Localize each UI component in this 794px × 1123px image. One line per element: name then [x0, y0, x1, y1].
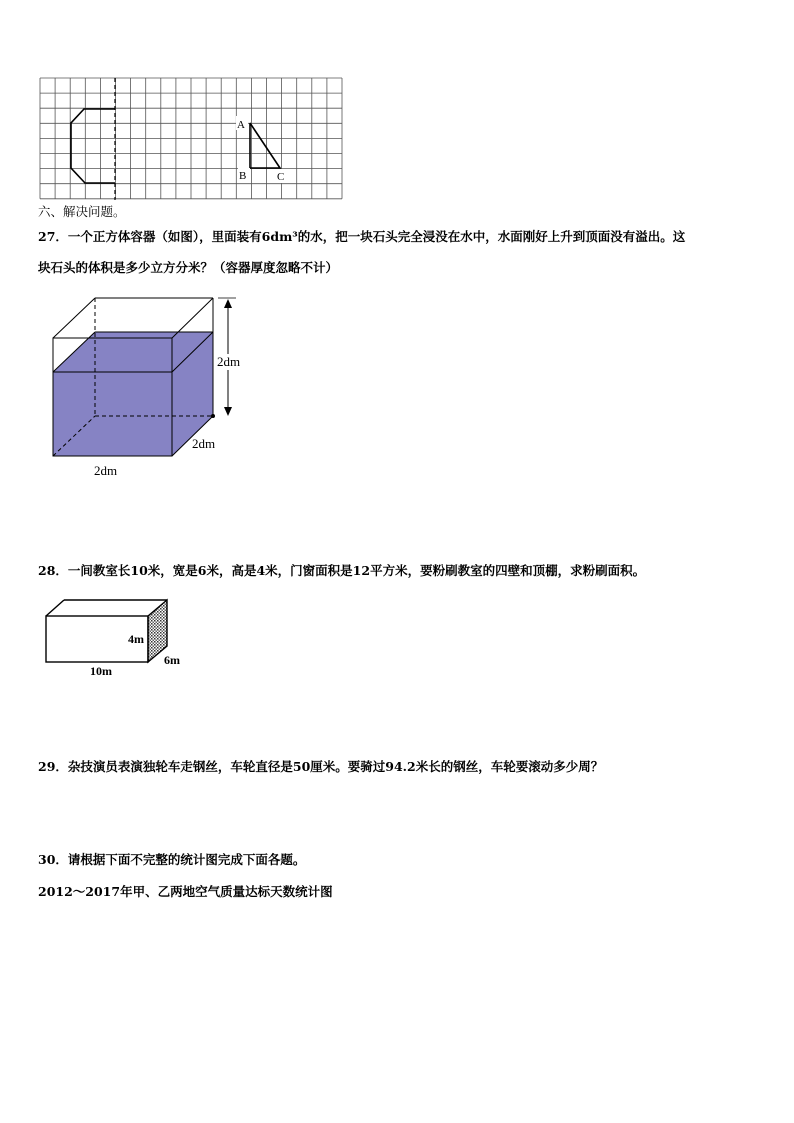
section-heading: 六、解决问题。 — [38, 204, 126, 219]
cube-container-figure — [38, 290, 258, 482]
box-width-label: 6m — [164, 653, 180, 667]
half-shape-left — [71, 109, 115, 183]
question-27-line-2: 块石头的体积是多少立方分米？（容器厚度忽略不计） — [38, 260, 339, 275]
cube-depth-label: 2dm — [192, 436, 216, 451]
cube-width-label: 2dm — [94, 463, 118, 478]
water-front — [53, 372, 172, 456]
grid-figure — [38, 76, 344, 202]
question-28: 28．一间教室长10米，宽是6米，高是4米，门窗面积是12平方米，要粉刷教室的四壁和顶棚，求粉刷面积。 — [38, 563, 646, 578]
point-label-a: A — [237, 119, 245, 131]
box-height-label: 4m — [128, 632, 144, 646]
grid-lines — [40, 78, 342, 199]
cube-height-label: 2dm — [217, 354, 241, 369]
classroom-box-figure — [40, 596, 190, 680]
chart-title: 2012～2017年甲、乙两地空气质量达标天数统计图 — [38, 884, 333, 899]
question-30: 30．请根据下面不完整的统计图完成下面各题。 — [38, 852, 306, 867]
question-27-line-1: 27．一个正方体容器（如图），里面装有6dm³的水，把一块石头完全浸没在水中，水面刚好上升到顶面没有溢出。这 — [38, 229, 686, 244]
triangle-abc — [250, 123, 280, 168]
point-label-c: C — [277, 171, 285, 183]
point-label-b: B — [239, 170, 247, 182]
question-29: 29．杂技演员表演独轮车走钢丝，车轮直径是50厘米。要骑过94.2米长的钢丝，车轮要滚动多少周？ — [38, 759, 604, 774]
box-length-label: 10m — [90, 664, 112, 678]
